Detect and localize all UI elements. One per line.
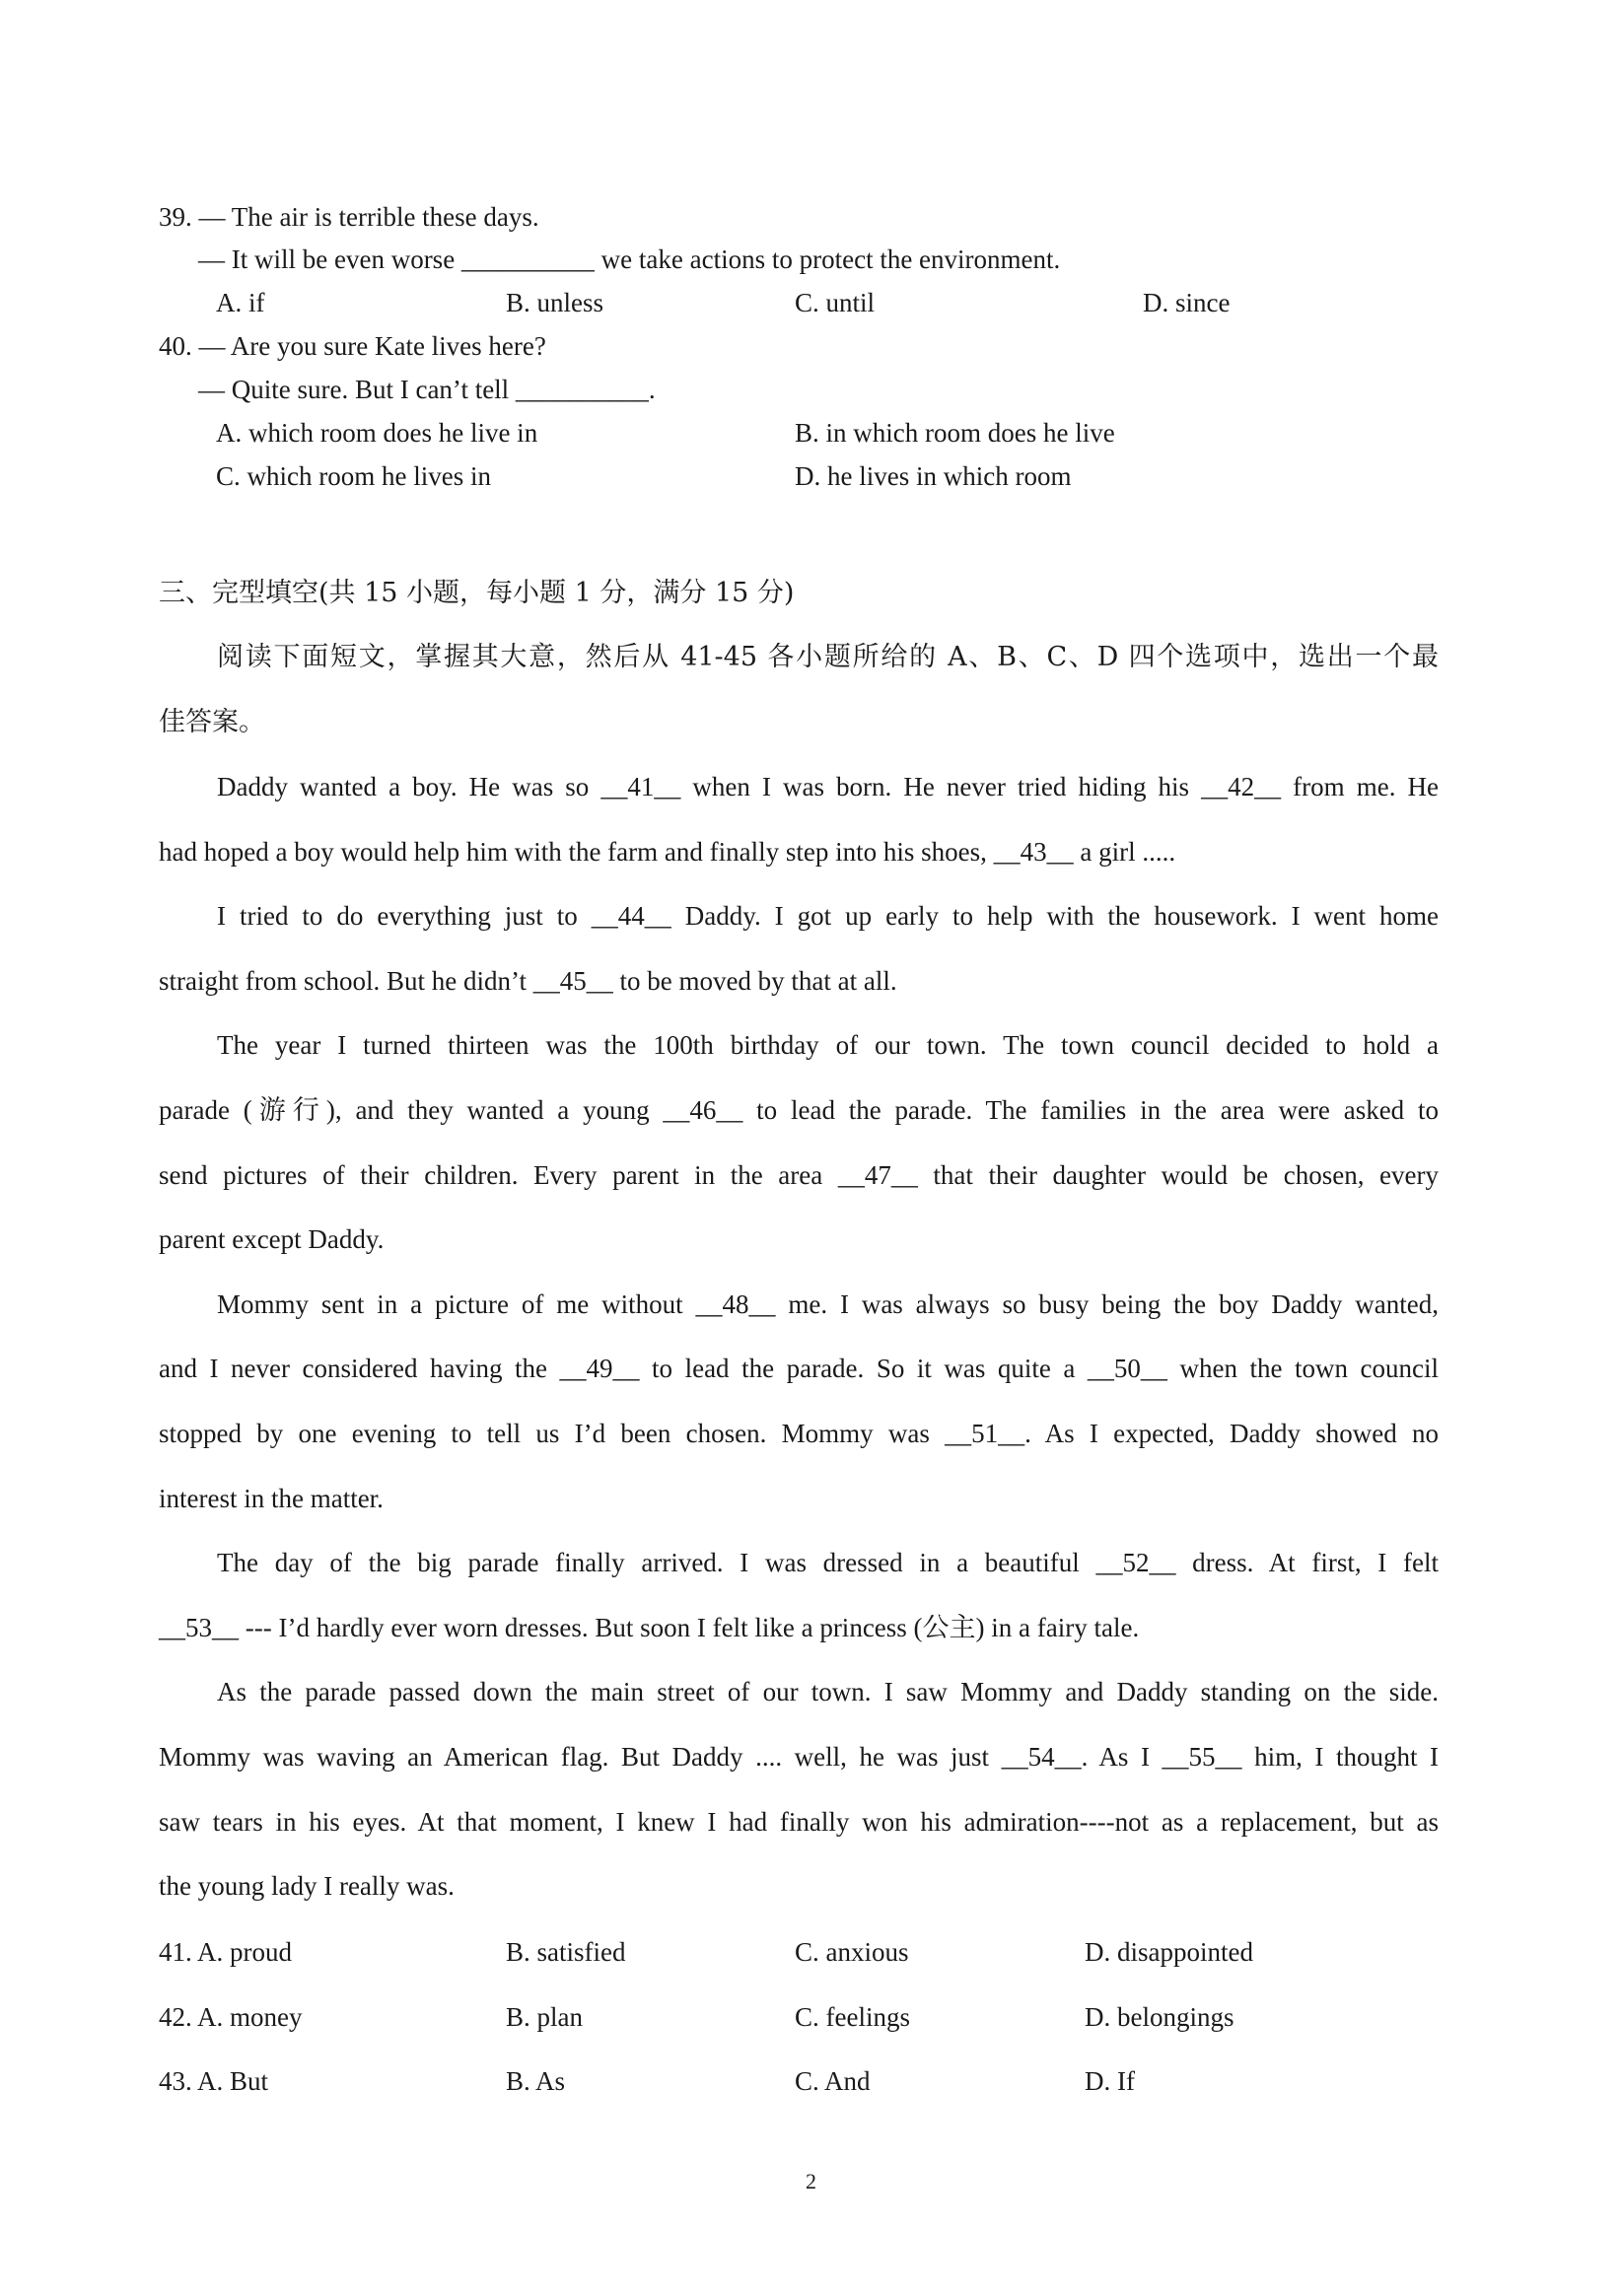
section-instructions-cont: 佳答案。 bbox=[159, 707, 265, 737]
passage-line: had hoped a boy would help him with the farm and finally step into his shoes, __43__ a girl ..... bbox=[159, 836, 1176, 867]
passage-line: the young lady I really was. bbox=[159, 1871, 455, 1902]
passage-line: __53__ --- I’d hardly ever worn dresses. But soon I felt like a princess (公主) in a fairy tale. bbox=[159, 1612, 1140, 1642]
passage-line: interest in the matter. bbox=[159, 1483, 384, 1513]
q43-option-c: C. And bbox=[795, 2066, 871, 2096]
passage-line: Mommy was waving an American flag. But Daddy .... well, he was just __54__. As I __55__ him, I thought I bbox=[159, 1741, 1439, 1772]
section-title: 三、完型填空(共 15 小题，每小题 1 分，满分 15 分) bbox=[159, 578, 795, 608]
passage bbox=[159, 770, 1439, 1934]
passage-line: parade (游行), and they wanted a young __46__ to lead the parade. The families in the area were asked to bbox=[159, 1094, 1439, 1125]
q39-stem: 39. — The air is terrible these days. bbox=[159, 202, 539, 232]
passage-line: and I never considered having the __49__ to lead the parade. So it was quite a __50__ when the town council bbox=[159, 1354, 1439, 1384]
q40-stem: 40. — Are you sure Kate lives here? bbox=[159, 331, 546, 361]
q43-option-a: 43. A. But bbox=[159, 2066, 269, 2096]
passage-line: I tried to do everything just to __44__ Daddy. I got up early to help with the housework. I went home bbox=[217, 901, 1439, 932]
passage-line: The day of the big parade finally arrived. I was dressed in a beautiful __52__ dress. At first, I felt bbox=[217, 1548, 1439, 1578]
q41-option-a: 41. A. proud bbox=[159, 1937, 292, 1967]
q42-option-b: B. plan bbox=[506, 2002, 583, 2032]
passage-line: saw tears in his eyes. At that moment, I knew I had finally won his admiration----not as a replacement, but as bbox=[159, 1806, 1439, 1837]
q43-option-d: D. If bbox=[1085, 2066, 1135, 2096]
q41-option-b: B. satisfied bbox=[506, 1937, 626, 1967]
passage-line: Mommy sent in a picture of me without __48__ me. I was always so busy being the boy Daddy wanted, bbox=[217, 1288, 1439, 1319]
q41-option-c: C. anxious bbox=[795, 1937, 909, 1967]
q42-option-d: D. belongings bbox=[1085, 2002, 1234, 2032]
passage-line: As the parade passed down the main street of our town. I saw Mommy and Daddy standing on the side. bbox=[217, 1677, 1439, 1707]
passage-line: Daddy wanted a boy. He was so __41__ when I was born. He never tried hiding his __42__ from me. He bbox=[217, 772, 1439, 801]
passage-line: send pictures of their children. Every parent in the area __47__ that their daughter would be chosen, every bbox=[159, 1159, 1439, 1190]
q40-reply: — Quite sure. But I can’t tell __________. bbox=[198, 375, 656, 404]
q40-option-b: B. in which room does he live bbox=[795, 418, 1115, 448]
q42-option-c: C. feelings bbox=[795, 2002, 910, 2032]
q43-option-b: B. As bbox=[506, 2066, 566, 2096]
q39-option-b: B. unless bbox=[506, 288, 604, 317]
q42-option-a: 42. A. money bbox=[159, 2002, 303, 2032]
q39-option-a: A. if bbox=[216, 288, 265, 317]
q40-option-a: A. which room does he live in bbox=[216, 418, 538, 448]
q41-option-d: D. disappointed bbox=[1085, 1937, 1253, 1967]
passage-line: stopped by one evening to tell us I’d been chosen. Mommy was __51__. As I expected, Daddy showed no bbox=[159, 1418, 1439, 1448]
q39-option-c: C. until bbox=[795, 288, 876, 317]
section-instructions: 阅读下面短文，掌握其大意，然后从 41-45 各小题所给的 A、B、C、D 四个选项中，选出一个最 bbox=[217, 642, 1439, 672]
page-number: 2 bbox=[806, 2169, 816, 2193]
q40-option-c: C. which room he lives in bbox=[216, 461, 491, 491]
q39-reply: — It will be even worse __________ we take actions to protect the environment. bbox=[198, 244, 1061, 274]
q39-option-d: D. since bbox=[1143, 288, 1231, 317]
passage-line: straight from school. But he didn’t __45__ to be moved by that at all. bbox=[159, 965, 897, 996]
q40-option-d: D. he lives in which room bbox=[795, 461, 1072, 491]
passage-line: The year I turned thirteen was the 100th birthday of our town. The town council decided to hold a bbox=[217, 1030, 1439, 1061]
passage-line: parent except Daddy. bbox=[159, 1224, 385, 1255]
